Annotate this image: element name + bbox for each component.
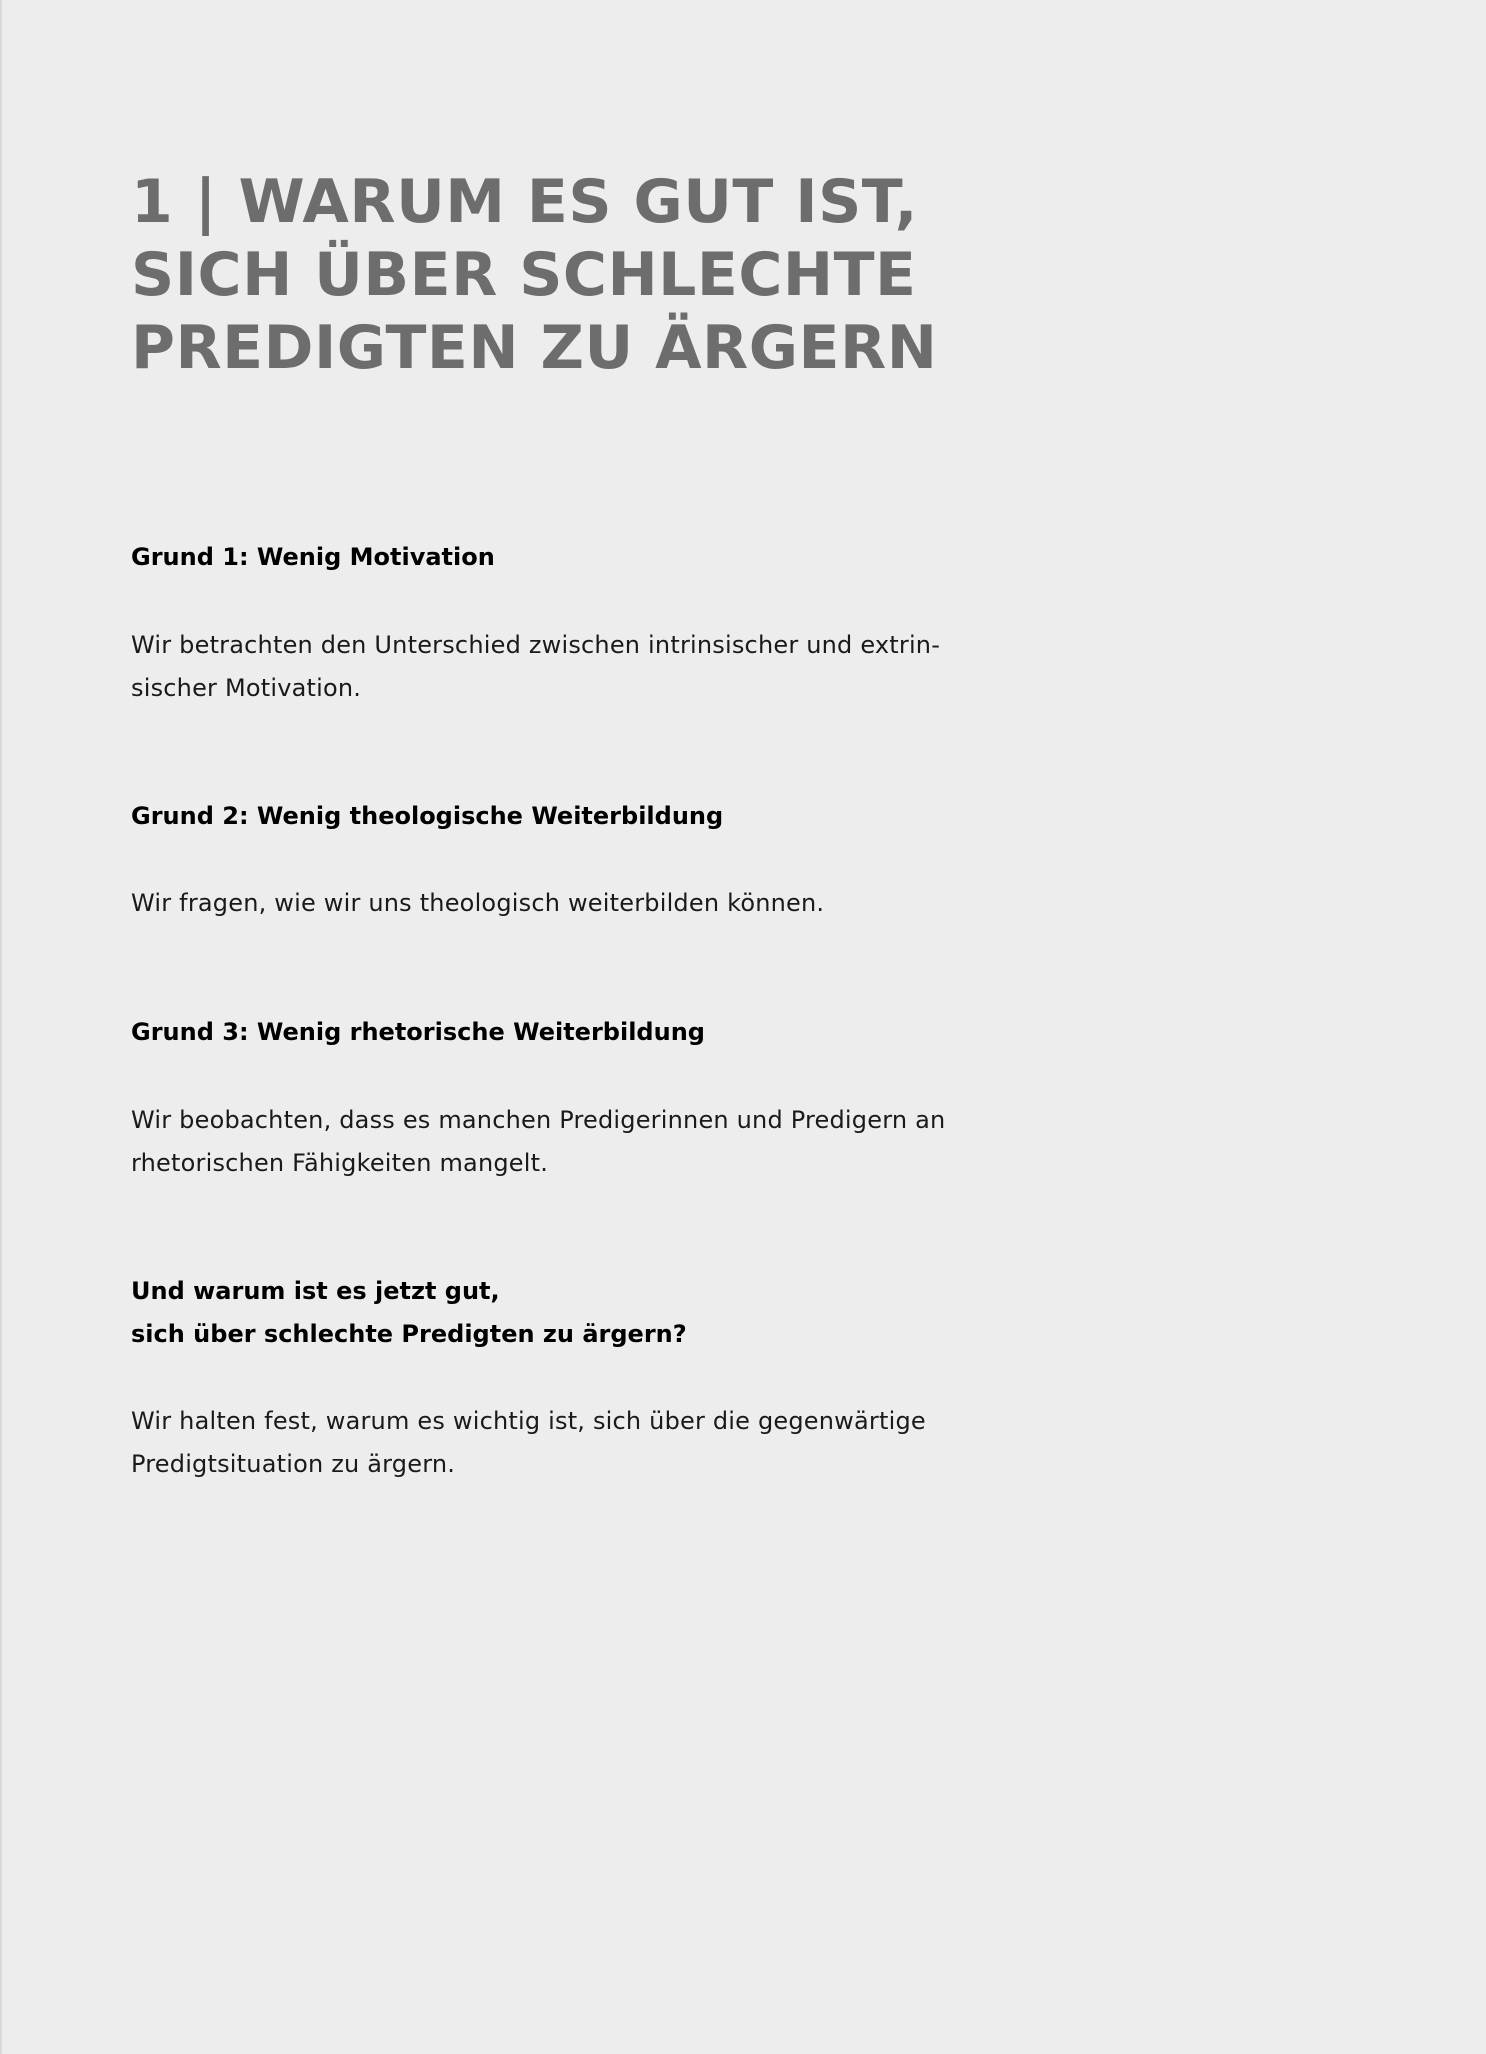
section-heading	[131, 1011, 971, 1054]
section-body-line: Wir betrachten den Unterschied zwischen intrinsischer und extrin-	[131, 631, 941, 659]
chapter-title	[131, 166, 1131, 385]
section-heading-line: Und warum ist es jetzt gut,	[131, 1277, 500, 1305]
section-body-line: Predigtsituation zu ärgern.	[131, 1450, 456, 1478]
section-body-line: rhetorischen Fähigkeiten mangelt.	[131, 1149, 549, 1177]
section-body-line: Wir fragen, wie wir uns theologisch weiterbilden können.	[131, 889, 825, 917]
section-heading-line: sich über schlechte Predigten zu ärgern?	[131, 1320, 687, 1348]
page-edge-divider	[0, 0, 2, 2054]
section-heading-line: Grund 2: Wenig theologische Weiterbildung	[131, 802, 724, 830]
section-body-line: Wir beobachten, dass es manchen Predigerinnen und Predigern an	[131, 1106, 946, 1134]
section-body-line: sischer Motivation.	[131, 674, 362, 702]
section-conclusion	[131, 1270, 971, 1356]
chapter-title-line: 1 | WARUM ES GUT IST,	[131, 167, 918, 237]
section-heading-line: Grund 3: Wenig rhetorische Weiterbildung	[131, 1018, 705, 1046]
section-heading-line: Grund 1: Wenig Motivation	[131, 543, 495, 571]
section-grund-1	[131, 536, 971, 579]
chapter-title-line: PREDIGTEN ZU ÄRGERN	[131, 313, 938, 383]
section-body	[131, 1400, 981, 1486]
section-heading	[131, 1270, 971, 1356]
chapter-title-line: SICH ÜBER SCHLECHTE	[131, 240, 917, 310]
section-heading	[131, 536, 971, 579]
section-body	[131, 1099, 981, 1185]
section-body	[131, 882, 981, 925]
section-heading	[131, 795, 971, 838]
section-grund-2	[131, 795, 971, 838]
section-body	[131, 624, 981, 710]
section-body-line: Wir halten fest, warum es wichtig ist, sich über die gegenwärtige	[131, 1407, 926, 1435]
section-grund-3	[131, 1011, 971, 1054]
